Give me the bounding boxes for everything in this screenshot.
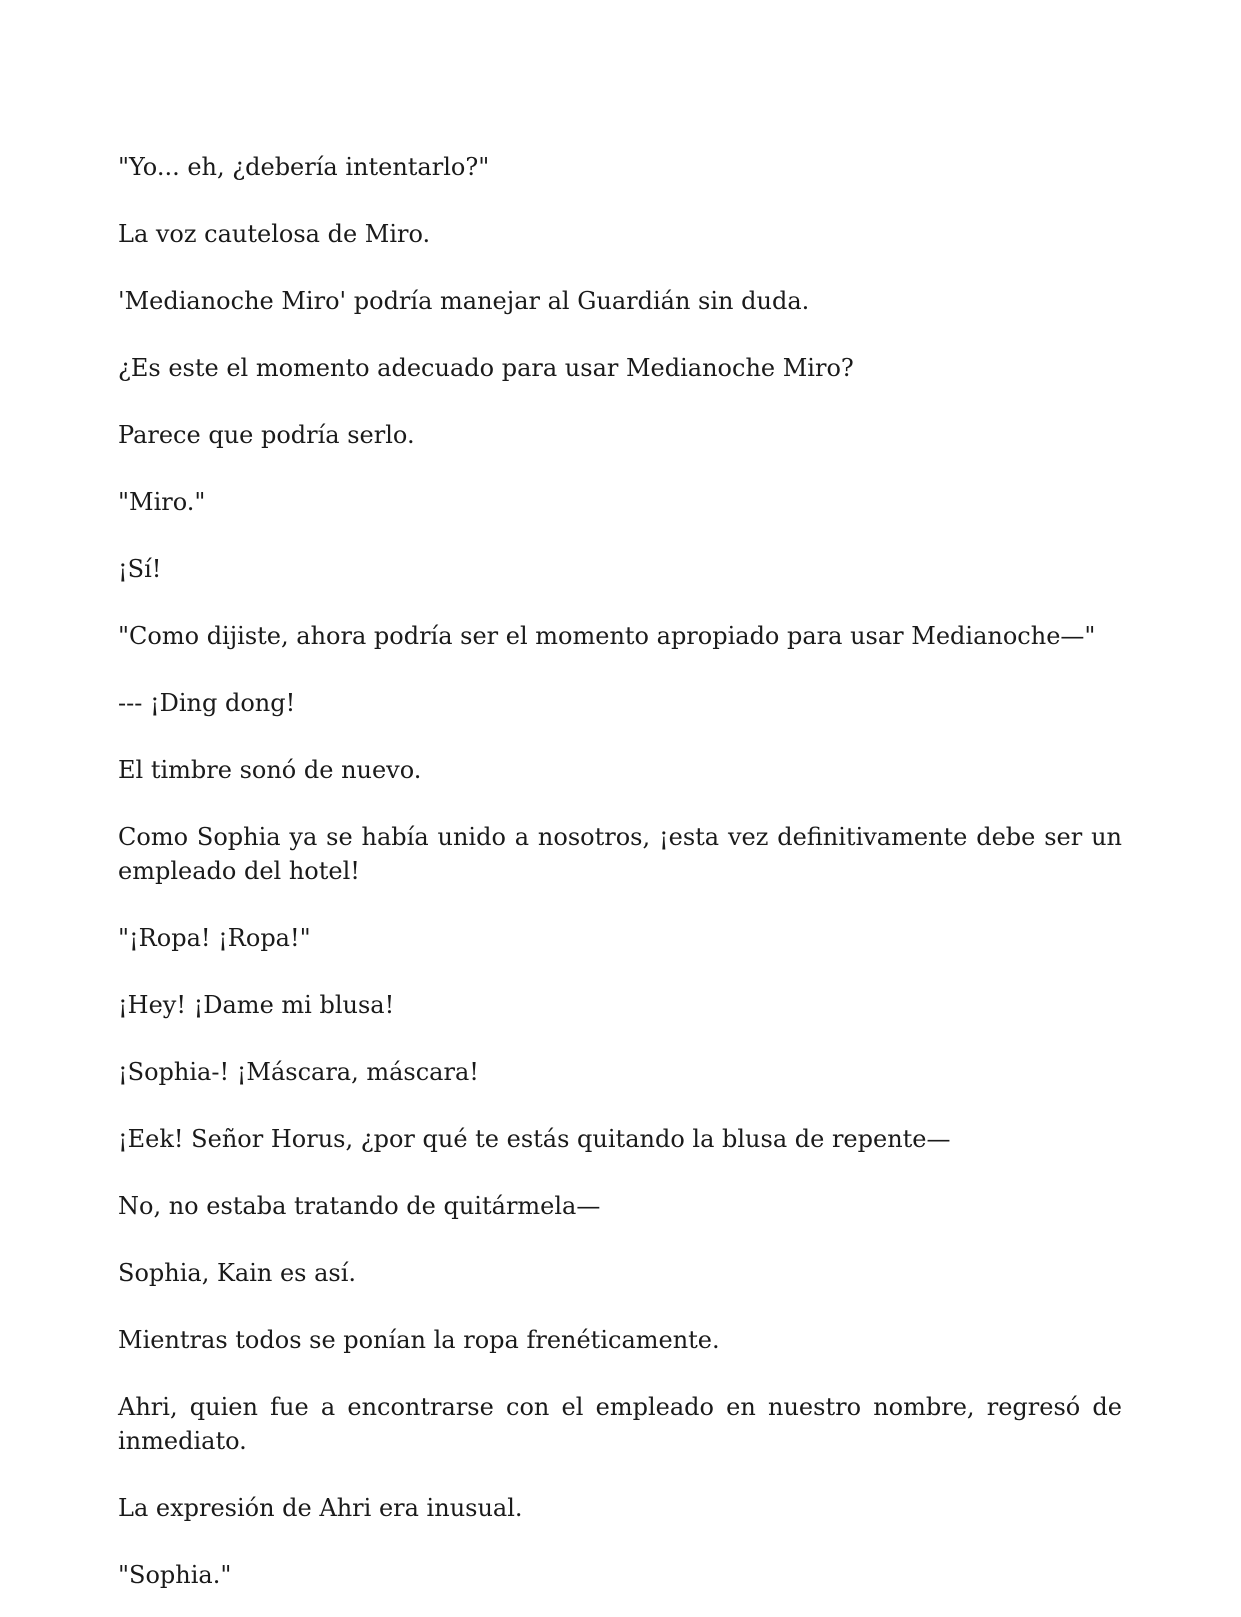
- paragraph: 'Medianoche Miro' podría manejar al Guardián sin duda.: [118, 287, 810, 315]
- paragraph: ¡Sophia-! ¡Máscara, máscara!: [118, 1058, 479, 1086]
- paragraph: Ahri, quien fue a encontrarse con el empleado en nuestro nombre, regresó de inmediato.: [118, 1393, 1122, 1455]
- paragraph: "Yo... eh, ¿debería intentarlo?": [118, 153, 490, 181]
- paragraph: Mientras todos se ponían la ropa frenéticamente.: [118, 1326, 720, 1354]
- paragraph: ¡Eek! Señor Horus, ¿por qué te estás quitando la blusa de repente—: [118, 1125, 951, 1153]
- paragraph: ¡Hey! ¡Dame mi blusa!: [118, 991, 395, 1019]
- paragraph: La voz cautelosa de Miro.: [118, 220, 431, 248]
- paragraph: "¡Ropa! ¡Ropa!": [118, 924, 311, 952]
- document-body: [118, 150, 1122, 1617]
- paragraph: ¿Es este el momento adecuado para usar Medianoche Miro?: [118, 354, 854, 382]
- paragraph: "Sophia.": [118, 1561, 232, 1589]
- paragraph: Sophia, Kain es así.: [118, 1259, 357, 1287]
- paragraph: El timbre sonó de nuevo.: [118, 756, 422, 784]
- paragraph: La expresión de Ahri era inusual.: [118, 1494, 523, 1522]
- paragraph: Como Sophia ya se había unido a nosotros, ¡esta vez definitivamente debe ser un empleado del hotel!: [118, 823, 1122, 885]
- paragraph: ¡Sí!: [118, 555, 162, 583]
- paragraph: "Miro.": [118, 488, 206, 516]
- paragraph: "Como dijiste, ahora podría ser el momento apropiado para usar Medianoche—": [118, 622, 1096, 650]
- paragraph: Parece que podría serlo.: [118, 421, 415, 449]
- paragraph: No, no estaba tratando de quitármela—: [118, 1192, 601, 1220]
- paragraph: --- ¡Ding dong!: [118, 689, 296, 717]
